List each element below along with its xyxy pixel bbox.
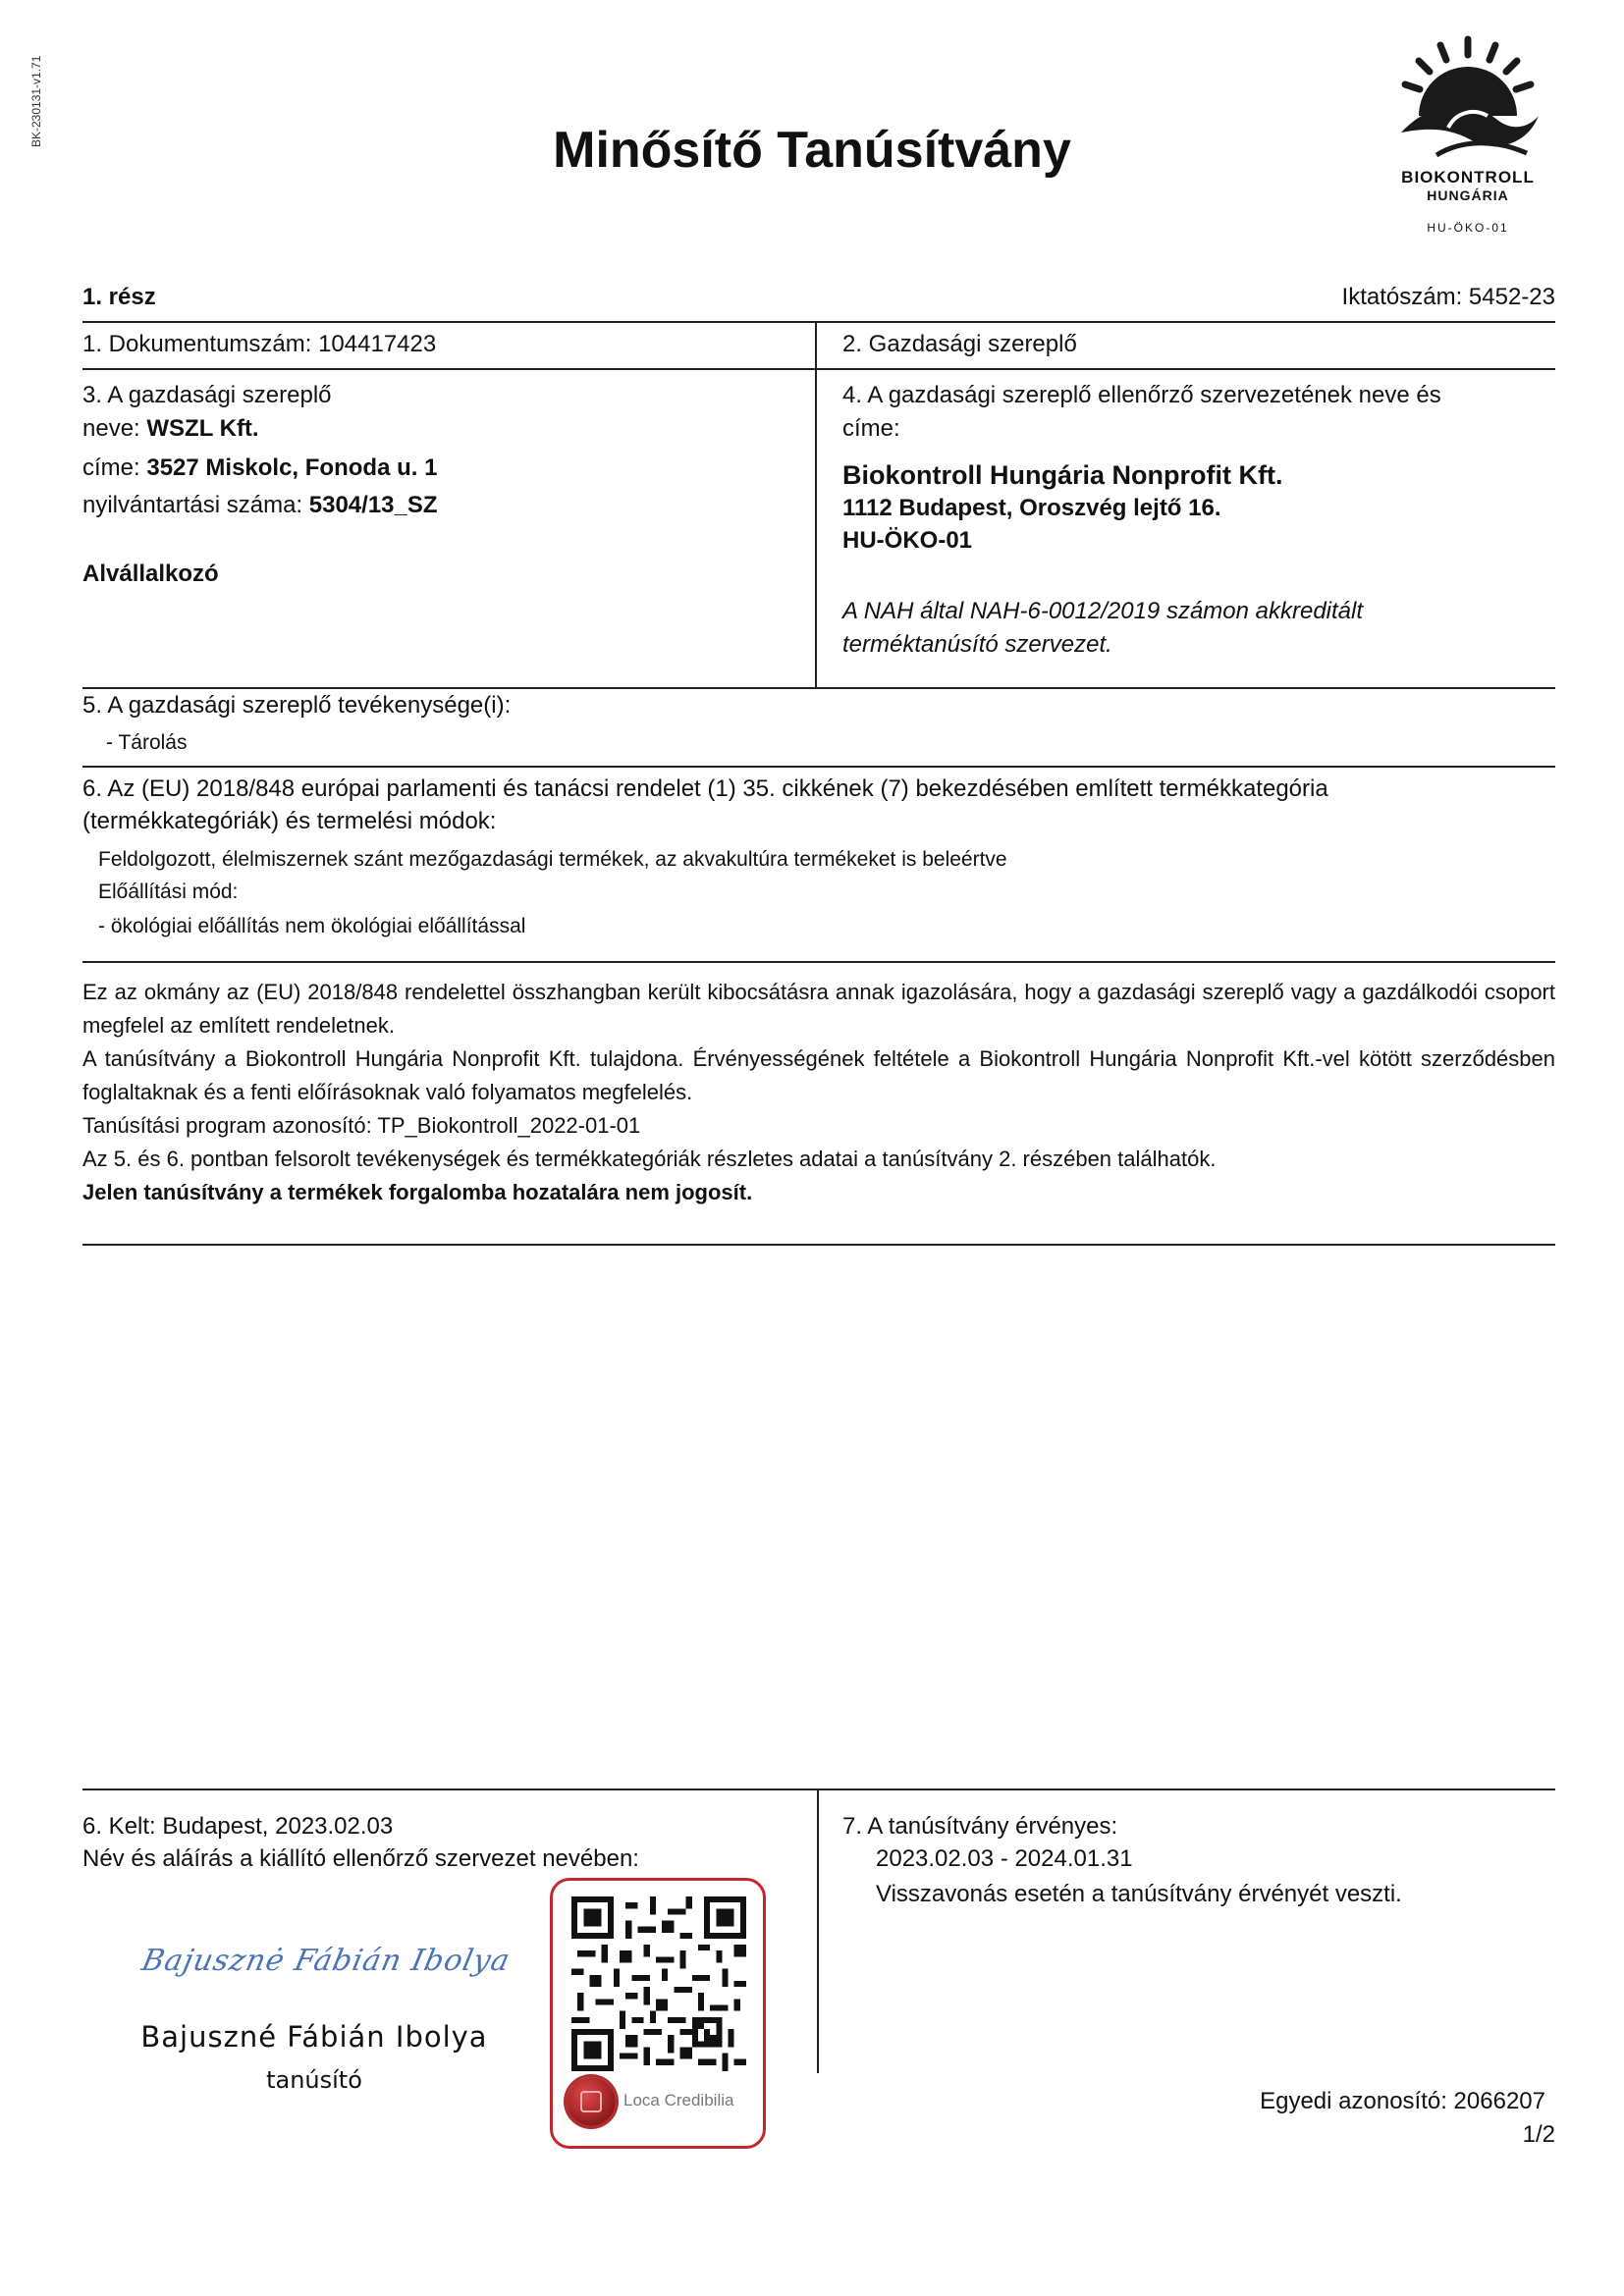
operator-name: WSZL Kft. <box>146 415 259 442</box>
biokontroll-logo <box>1380 29 1556 240</box>
wax-seal-icon <box>567 2077 616 2126</box>
operator-role: Alvállalkozó <box>82 561 219 587</box>
operator-name-label: neve: <box>82 415 147 442</box>
handwritten-signature: Bajusznė Fábián Ibolya <box>138 1944 514 1978</box>
operator-registration-row <box>82 489 438 522</box>
control-body-heading-cont: címe: <box>842 415 900 442</box>
divider <box>82 1244 1555 1246</box>
accreditation-line-2: terméktanúsító szervezet. <box>842 631 1112 658</box>
document-number: 1. Dokumentumszám: 104417423 <box>82 331 437 357</box>
validity-heading: 7. A tanúsítvány érvényes: <box>842 1813 1118 1840</box>
statement-paragraph: Ez az okmány az (EU) 2018/848 rendelettel összhangban került kibocsátásra annak igazolására, hogy a gazdasági szereplő vagy a gazdálkodói csoport megfelel az említett rendeletnek. <box>82 980 1555 1038</box>
validity-range: 2023.02.03 - 2024.01.31 <box>876 1845 1133 1872</box>
registration-number: Iktatószám: 5452-23 <box>1341 284 1555 310</box>
operator-address-label: címe: <box>82 454 147 481</box>
signature-label: Név és aláírás a kiállító ellenőrző szervezet nevében: <box>82 1845 639 1872</box>
operator-registration: 5304/13_SZ <box>308 492 438 518</box>
certificate-statement <box>82 976 1555 1209</box>
production-method: - ökológiai előállítás nem ökológiai előállítással <box>98 915 526 937</box>
document-title: Minősítő Tanúsítvány <box>553 122 1071 179</box>
product-category-heading: 6. Az (EU) 2018/848 európai parlamenti és tanácsi rendelet (1) 35. cikkének (7) bekezdésében említett termékkategória <box>82 775 1328 802</box>
accreditation-line-1: A NAH által NAH-6-0012/2019 számon akkreditált <box>842 598 1364 624</box>
divider <box>82 368 1555 370</box>
version-code: BK-230131-v1.71 <box>29 55 43 147</box>
activities-heading: 5. A gazdasági szereplő tevékenysége(i): <box>82 692 512 719</box>
divider <box>82 961 1555 963</box>
issue-date: 6. Kelt: Budapest, 2023.02.03 <box>82 1813 394 1840</box>
operator-heading: 3. A gazdasági szereplő <box>82 382 332 408</box>
operator-name-row <box>82 412 438 446</box>
economic-operator-heading: 2. Gazdasági szereplő <box>842 331 1077 357</box>
logo-brand: BIOKONTROLL <box>1401 168 1535 187</box>
signer-role: tanúsító <box>266 2066 362 2094</box>
product-category-heading-cont: (termékkategóriák) és termelési módok: <box>82 808 497 834</box>
biokontroll-emblem-icon <box>1380 29 1556 167</box>
activity-item: - Tárolás <box>106 731 188 754</box>
production-method-label: Előállítási mód: <box>98 881 239 903</box>
column-divider <box>815 321 817 687</box>
signer-name: Bajuszné Fábián Ibolya <box>140 2020 488 2054</box>
divider <box>82 1789 1555 1790</box>
qr-code <box>571 1896 746 2071</box>
control-body-name: Biokontroll Hungária Nonprofit Kft. <box>842 460 1283 490</box>
verification-stamp <box>550 1878 766 2149</box>
operator-details <box>82 379 438 591</box>
qr-code-icon <box>571 1896 746 2071</box>
operator-address-row <box>82 452 438 485</box>
operator-address: 3527 Miskolc, Fonoda u. 1 <box>146 454 438 481</box>
control-body-details <box>842 379 1441 662</box>
validity-note: Visszavonás esetén a tanúsítvány érvényét veszti. <box>876 1881 1402 1907</box>
column-divider <box>817 1789 819 2073</box>
control-body-code: HU-ÖKO-01 <box>842 527 973 554</box>
part-label: 1. rész <box>82 284 156 310</box>
stamp-label: Loca Credibilia <box>623 2091 734 2109</box>
unique-identifier: Egyedi azonosító: 2066207 <box>1260 2088 1545 2114</box>
statement-paragraph: Az 5. és 6. pontban felsorolt tevékenységek és termékkategóriák részletes adatai a tanúsítvány 2. részében találhatók. <box>82 1147 1217 1171</box>
control-body-address: 1112 Budapest, Oroszvég lejtő 16. <box>842 495 1221 521</box>
control-body-heading: 4. A gazdasági szereplő ellenőrző szervezetének neve és <box>842 382 1441 408</box>
operator-registration-label: nyilvántartási száma: <box>82 492 309 518</box>
logo-sub: HUNGÁRIA <box>1427 187 1509 203</box>
logo-code: HU-ÖKO-01 <box>1427 221 1509 235</box>
product-category: Feldolgozott, élelmiszernek szánt mezőgazdasági termékek, az akvakultúra termékeket is beleértve <box>98 848 1007 871</box>
statement-disclaimer: Jelen tanúsítvány a termékek forgalomba hozatalára nem jogosít. <box>82 1180 753 1204</box>
divider <box>82 766 1555 768</box>
statement-paragraph: A tanúsítvány a Biokontroll Hungária Nonprofit Kft. tulajdona. Érvényességének feltétele a Biokontroll Hungária Nonprofit Kft.-vel kötött szerződésben foglaltaknak és a fenti előírásoknak való folyamatos megfelelés. <box>82 1046 1555 1104</box>
statement-paragraph: Tanúsítási program azonosító: TP_Biokontroll_2022-01-01 <box>82 1113 641 1138</box>
divider <box>82 321 1555 323</box>
page-number: 1/2 <box>1522 2121 1555 2148</box>
